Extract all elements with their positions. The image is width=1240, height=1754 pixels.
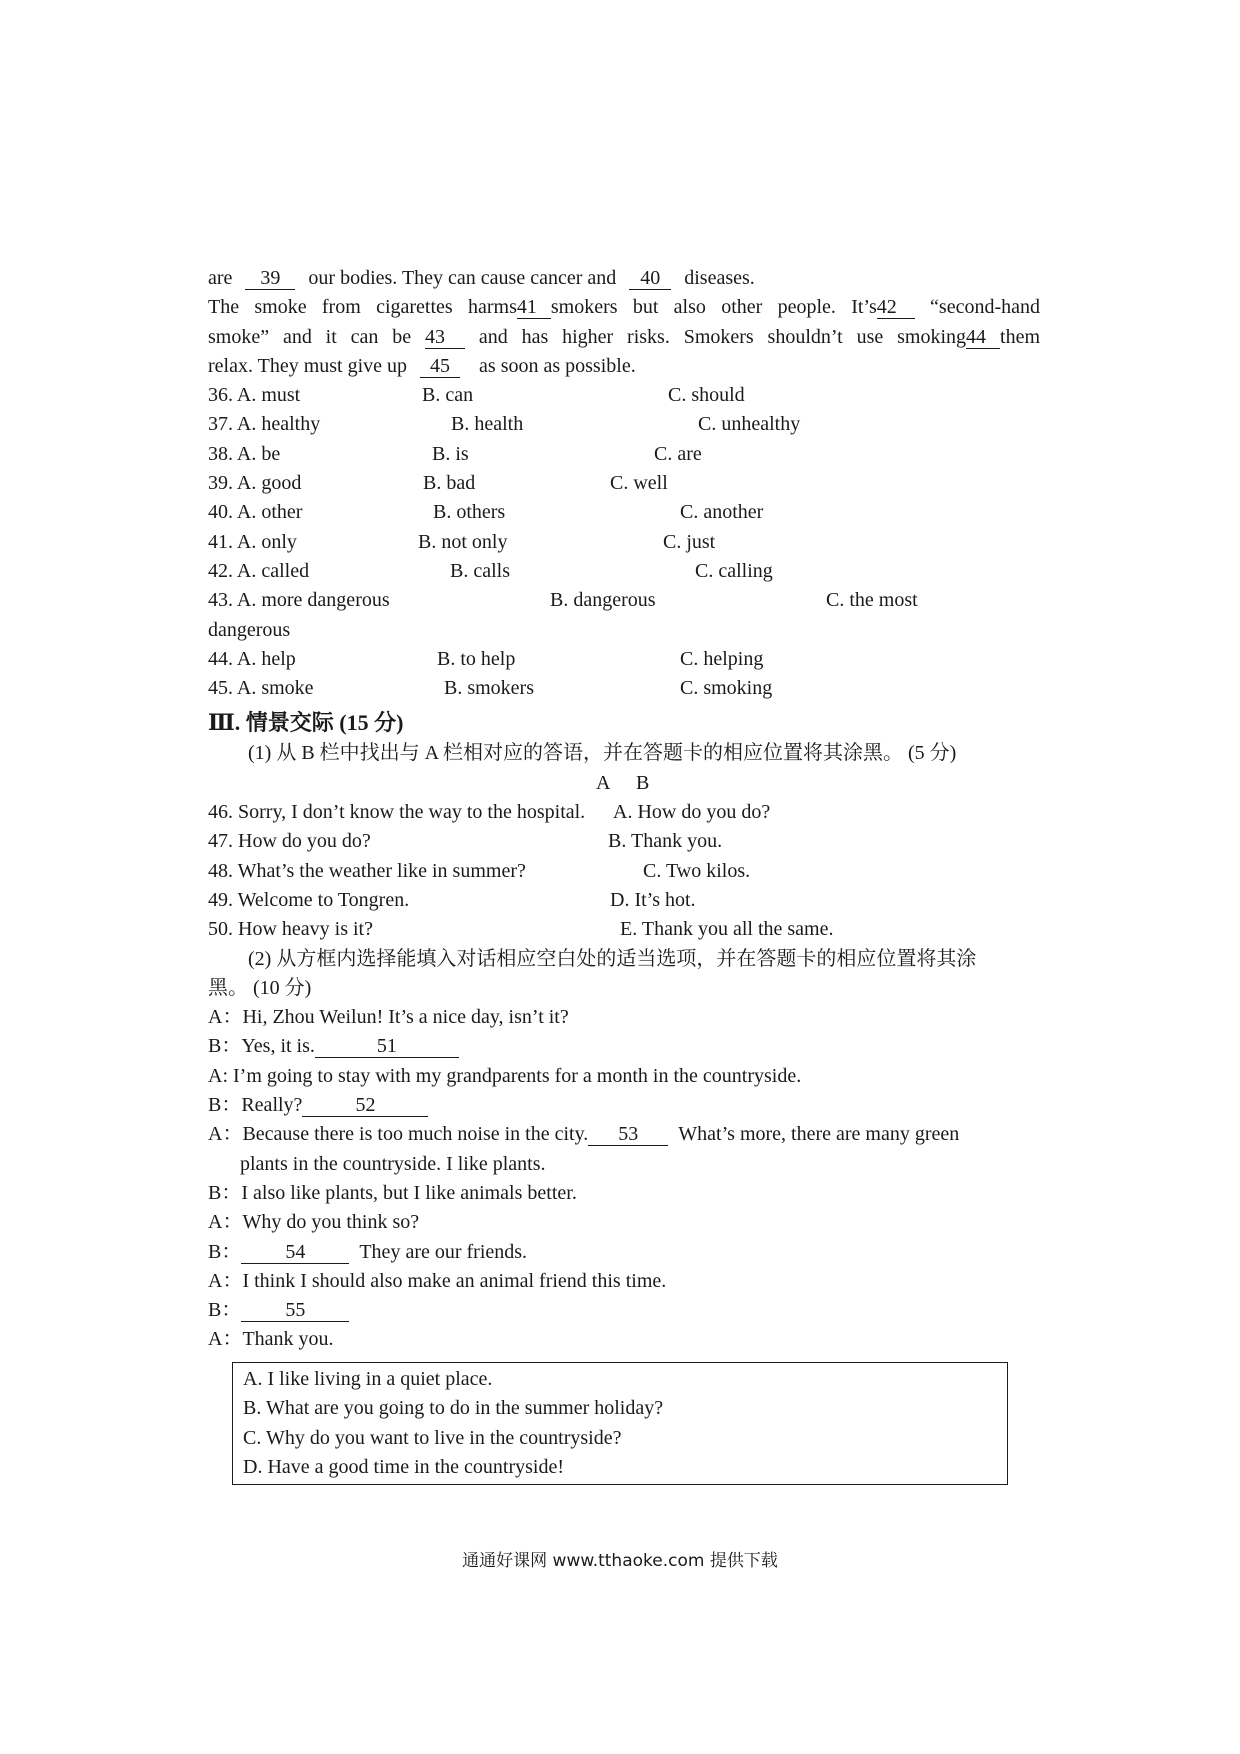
dialogue-text: Because there is too much noise in the city.: [242, 1123, 589, 1146]
option-c: C. just: [663, 530, 716, 553]
option-a: 39. A. good: [208, 472, 302, 495]
option-row: [208, 469, 1040, 498]
blank-54: 54: [241, 1241, 349, 1264]
passage-text: diseases.: [684, 267, 755, 289]
blank-51: 51: [315, 1035, 459, 1058]
match-row: [208, 798, 1040, 827]
option-c: C. helping: [680, 647, 764, 670]
blank-52: 52: [302, 1094, 428, 1117]
page-footer: 通通好课网 www.tthaoke.com 提供下载: [462, 1551, 778, 1571]
option-b: B. can: [422, 384, 474, 407]
dialogue-text: Hi, Zhou Weilun! It’s a nice day, isn’t it?: [242, 1006, 569, 1029]
speaker-label: B：: [208, 1035, 242, 1058]
passage-text: and has higher risks. Smokers shouldn’t use smoking: [478, 325, 967, 348]
option-a: 43. A. more dangerous: [208, 589, 390, 612]
option-b: B. not only: [418, 530, 508, 553]
dialogue-text: Thank you.: [242, 1328, 334, 1351]
passage-text: are: [208, 267, 233, 289]
part2-instruction-line-1: (2) 从方框内选择能填入对话相应空白处的适当选项，并在答题卡的相应位置将其涂: [248, 947, 977, 970]
passage-line-1: [208, 264, 1040, 293]
option-row: [208, 410, 1040, 439]
dialogue-line: [208, 1091, 1040, 1120]
dialogue-text: I’m going to stay with my grandparents for a month in the countryside.: [233, 1064, 802, 1087]
option-c: C. unhealthy: [698, 413, 801, 436]
option-b: B. is: [432, 442, 469, 465]
section-title: Ⅲ. 情景交际 (15 分): [208, 710, 404, 736]
match-response: B. Thank you.: [608, 830, 723, 853]
answer-choices-box: [232, 1362, 1008, 1485]
option-row-43: [208, 586, 1040, 615]
match-row: [208, 915, 1040, 944]
option-a: 41. A. only: [208, 530, 297, 553]
dialogue-line: [208, 1120, 1040, 1149]
speaker-label: A:: [208, 1064, 228, 1087]
option-c: C. smoking: [680, 677, 773, 700]
dialogue-line: [208, 1032, 1040, 1061]
passage-text: them: [1000, 325, 1040, 348]
dialogue-text: Why do you think so?: [242, 1211, 420, 1234]
dialogue-line-continued: plants in the countryside. I like plants.: [240, 1152, 546, 1175]
speaker-label: A：: [208, 1269, 243, 1292]
blank-53: 53: [588, 1123, 668, 1146]
option-row: [208, 557, 1040, 586]
match-row: [208, 857, 1040, 886]
dialogue-line: [208, 1208, 1040, 1237]
passage-text: relax. They must give up: [208, 354, 408, 377]
option-row: [208, 498, 1040, 527]
option-a: 38. A. be: [208, 442, 281, 465]
speaker-label: A：: [208, 1123, 243, 1146]
option-b: B. smokers: [444, 677, 534, 700]
option-c: C. well: [610, 472, 668, 495]
option-c: C. should: [668, 384, 745, 407]
dialogue-line: [208, 1003, 1040, 1032]
blank-39: 39: [245, 267, 295, 290]
option-b: B. health: [451, 413, 524, 436]
option-a: 36. A. must: [208, 384, 301, 407]
speaker-label: A：: [208, 1328, 243, 1351]
option-b: B. to help: [437, 647, 516, 670]
dialogue-text: They are our friends.: [359, 1240, 528, 1263]
dialogue-line: [208, 1179, 1040, 1208]
option-a: 45. A. smoke: [208, 677, 314, 700]
options-list-2: [208, 645, 1040, 704]
option-a: 44. A. help: [208, 647, 296, 670]
dialogue-line: [208, 1267, 1040, 1296]
match-response: D. It’s hot.: [610, 888, 696, 911]
exam-page: [208, 264, 1040, 1478]
dialogue-text: What’s more, there are many green: [678, 1123, 960, 1146]
option-c: C. calling: [695, 559, 773, 582]
option-c: C. another: [680, 501, 764, 524]
match-row: [208, 886, 1040, 915]
option-row: [208, 645, 1040, 674]
match-response: C. Two kilos.: [643, 859, 751, 882]
choice-c: C. Why do you want to live in the countryside?: [243, 1426, 622, 1449]
part1-instruction: (1) 从 B 栏中找出与 A 栏相对应的答语，并在答题卡的相应位置将其涂黑。 (5 分): [248, 742, 957, 765]
option-b: B. bad: [423, 472, 476, 495]
blank-40: 40: [629, 267, 671, 290]
speaker-label: B：: [208, 1094, 242, 1117]
match-question: 48. What’s the weather like in summer?: [208, 859, 526, 882]
blank-44: 44: [966, 326, 1000, 349]
match-question: 46. Sorry, I don’t know the way to the hospital.: [208, 801, 586, 824]
dialogue-line: [208, 1325, 1040, 1354]
speaker-label: B：: [208, 1240, 242, 1263]
speaker-label: A：: [208, 1006, 243, 1029]
blank-55: 55: [241, 1299, 349, 1322]
dialogue-text: Yes, it is.: [241, 1035, 315, 1058]
column-b-header: B: [636, 771, 650, 794]
option-c: C. are: [654, 442, 702, 465]
option-43-continued: dangerous: [208, 618, 291, 641]
option-a: 40. A. other: [208, 501, 303, 524]
match-response: A. How do you do?: [613, 801, 771, 824]
blank-42: 42: [877, 296, 915, 319]
blank-41: 41: [517, 296, 551, 319]
passage-text: The smoke from cigarettes harms: [208, 296, 517, 319]
option-row: [208, 440, 1040, 469]
speaker-label: B：: [208, 1299, 242, 1322]
option-row: [208, 528, 1040, 557]
choice-d: D. Have a good time in the countryside!: [243, 1455, 565, 1478]
option-row: [208, 674, 1040, 703]
option-b: B. calls: [450, 559, 510, 582]
dialogue-text: I think I should also make an animal friend this time.: [242, 1269, 667, 1292]
part2-instruction-line-2: 黑。 (10 分): [208, 976, 312, 999]
speaker-label: A：: [208, 1211, 243, 1234]
dialogue-text: I also like plants, but I like animals better.: [241, 1181, 577, 1204]
blank-43: 43: [425, 326, 465, 349]
option-a: 37. A. healthy: [208, 413, 321, 436]
passage-text: smoke” and it can be: [208, 325, 412, 348]
choice-b: B. What are you going to do in the summer holiday?: [243, 1397, 664, 1420]
dialogue-line: [208, 1238, 1040, 1267]
matching-list: [208, 798, 1040, 944]
option-a: 42. A. called: [208, 559, 310, 582]
match-question: 49. Welcome to Tongren.: [208, 888, 410, 911]
passage-line-4: [208, 352, 1040, 381]
column-a-header: A: [596, 771, 611, 794]
choice-a: A. I like living in a quiet place.: [243, 1368, 493, 1390]
passage-text: smokers but also other people. It’s: [550, 296, 877, 319]
option-c: C. the most: [826, 589, 918, 612]
passage-text: as soon as possible.: [479, 354, 636, 377]
match-question: 47. How do you do?: [208, 830, 371, 853]
passage-line-2: [208, 293, 1040, 322]
dialogue-line: [208, 1296, 1040, 1325]
dialogue-line: [208, 1062, 1040, 1091]
passage-line-3: [208, 323, 1040, 352]
dialogue-text: Really?: [241, 1094, 303, 1117]
option-b: B. dangerous: [550, 589, 656, 612]
option-b: B. others: [433, 501, 506, 524]
blank-45: 45: [420, 355, 460, 378]
match-response: E. Thank you all the same.: [620, 918, 834, 941]
option-row: [208, 381, 1040, 410]
match-row: [208, 827, 1040, 856]
column-headers: [208, 769, 1040, 798]
passage-text: “second-hand: [930, 296, 1040, 319]
passage-text: our bodies. They can cause cancer and: [308, 267, 617, 289]
options-list: [208, 381, 1040, 586]
match-question: 50. How heavy is it?: [208, 918, 373, 941]
speaker-label: B：: [208, 1181, 242, 1204]
